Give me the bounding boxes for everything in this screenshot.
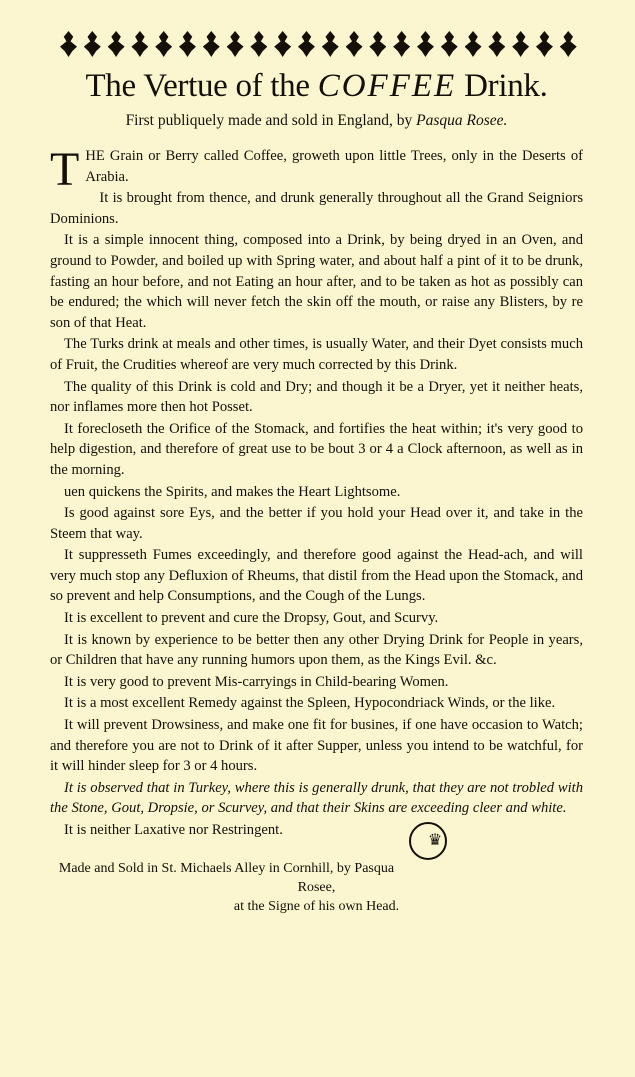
colophon-line: Made and Sold in St. Michaels Alley in Cornhill, by Pasqua Rosee, <box>58 860 395 895</box>
colophon <box>50 859 583 916</box>
paragraph: It is observed that in Turkey, where this is generally drunk, that they are not trobled with the Stone, Gout, Dropsie, or Scurvey, and that their Skins are exceeding cleer and white. <box>50 779 583 817</box>
fleuron-icon <box>560 31 577 57</box>
fleuron-icon <box>155 31 172 57</box>
paragraph: It will prevent Drowsiness, and make one fit for busines, if one have occasion to Watch; and therefore you are not to Drink of it after Supper, unless you intend to be watchful, for it will hinder sleep for 3 or 4 hours. <box>50 717 583 775</box>
article-body <box>50 143 583 849</box>
fleuron-icon <box>203 31 220 57</box>
page-title <box>50 66 583 106</box>
fleuron-icon <box>441 31 458 57</box>
title-emphasis: COFFEE <box>317 68 457 104</box>
fleuron-icon <box>417 31 434 57</box>
paragraph: The Turks drink at meals and other times, is usually Water, and their Dyet consists much of Fruit, the Crudities whereof are very much corrected by this Drink. <box>50 336 583 373</box>
fleuron-icon <box>60 31 77 57</box>
paragraph: It is known by experience to be better then any other Drying Drink for People in years, or Children that have any running humors upon them, as the Kings Evil. &c. <box>50 631 583 669</box>
fleuron-icon <box>346 31 363 57</box>
fleuron-icon <box>465 31 482 57</box>
paragraph: It is a most excellent Remedy against the Spleen, Hypocondriack Winds, or the like. <box>64 695 556 712</box>
subtitle-text: First publiquely made and sold in England, by <box>125 112 417 129</box>
paragraph: It is excellent to prevent and cure the Dropsy, Gout, and Scurvy. <box>64 610 439 627</box>
fleuron-icon <box>393 31 410 57</box>
paragraph: It is very good to prevent Mis-carryings in Child-bearing Women. <box>64 673 449 690</box>
paragraph: The quality of this Drink is cold and Dry; and though it be a Dryer, yet it neither heats, nor inflames more then hot Posset. <box>50 378 583 416</box>
subtitle <box>50 110 583 132</box>
paragraph: uen quickens the Spirits, and makes the Heart Lightsome. <box>64 483 401 500</box>
fleuron-icon <box>84 31 101 57</box>
fleuron-icon <box>369 31 386 57</box>
paragraph: It forecloseth the Orifice of the Stomack, and fortifies the heat within; it's very good to help digestion, and therefore of great use to be bout 3 or 4 a Clock afternoon, as well as in the morning. <box>50 420 583 478</box>
paragraph: THE Grain or Berry called Coffee, groweth upon little Trees, only in the Deserts of Arabia. <box>50 143 583 196</box>
paragraph: It suppresseth Fumes exceedingly, and therefore good against the Head-ach, and will very much stop any Defluxion of Rheums, that distil from the Head upon the Stomack, and so prevent and help Consumptions, and the Cough of the Lungs. <box>50 547 583 605</box>
drop-cap: T <box>50 143 80 196</box>
colophon-line: at the Signe of his own Head. <box>233 898 400 914</box>
paragraph: ♛ It is neither Laxative nor Restringent. <box>50 820 583 841</box>
fleuron-icon <box>512 31 529 57</box>
fleuron-icon <box>131 31 148 57</box>
fleuron-icon <box>250 31 267 57</box>
title-prefix: The Vertue of the <box>85 68 318 104</box>
coffee-house-emblem-icon: ♛ <box>409 822 447 860</box>
fleuron-icon <box>179 31 196 57</box>
fleuron-icon <box>274 31 291 57</box>
fleuron-icon <box>322 31 339 57</box>
paragraph: Is good against sore Eys, and the better if you hold your Head over it, and take in the Steem that way. <box>50 505 583 542</box>
decorative-ornament-band <box>60 26 577 62</box>
title-suffix: Drink. <box>456 68 548 104</box>
fleuron-icon <box>488 31 505 57</box>
subtitle-author: Pasqua Rosee. <box>416 112 508 129</box>
fleuron-icon <box>298 31 315 57</box>
paragraph: It is a simple innocent thing, composed into a Drink, by being dryed in an Oven, and ground to Powder, and boiled up with Spring water, and about half a pint of it to be drunk, fasting an hour before, and not Eating an hour after, and to be taken as hot as possibly can be endured; the which will never fetch the skin off the mouth, or raise any Blisters, by re son of that Heat. <box>50 232 583 331</box>
paragraph: It is brought from thence, and drunk generally throughout all the Grand Seigniors Dominions. <box>50 190 583 227</box>
fleuron-icon <box>227 31 244 57</box>
fleuron-icon <box>536 31 553 57</box>
fleuron-icon <box>108 31 125 57</box>
